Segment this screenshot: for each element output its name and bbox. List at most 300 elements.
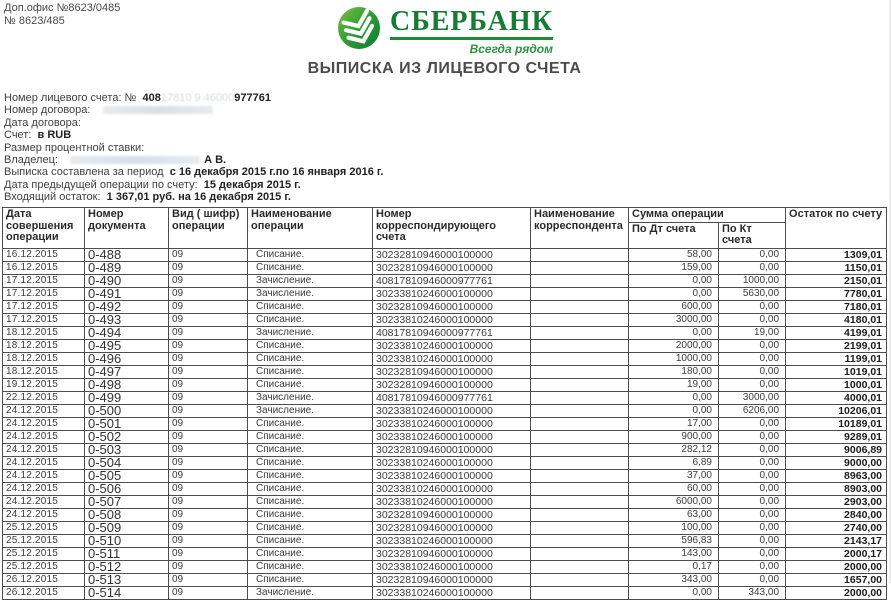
op-kind-code: 09 [169,326,248,339]
credit-amount: 0,00 [719,482,786,495]
corr-account: 30232810946000100000 [373,573,531,586]
op-date: 17.12.2015 [3,287,85,300]
doc-number: 0-492 [85,300,169,313]
op-kind-code: 09 [169,261,248,274]
op-kind-code: 09 [169,339,248,352]
info-label: Входящий остаток: [4,191,107,204]
info-line-2 [4,117,383,129]
balance-amount: 2840,00 [786,508,887,521]
table-row [3,378,887,391]
credit-amount: 0,00 [719,495,786,508]
col-header-corr-acct: Номер корреспондирующего счета [373,208,531,249]
corr-account: 40817810946000977761 [373,274,531,287]
corr-account: 30232810946000100000 [373,443,531,456]
credit-amount: 0,00 [719,521,786,534]
balance-amount: 2143,17 [786,534,887,547]
op-name: Списание. [248,508,373,521]
credit-amount: 0,00 [719,430,786,443]
doc-number: 0-501 [85,417,169,430]
op-kind-code: 09 [169,521,248,534]
op-name: Списание. [248,482,373,495]
op-kind-code: 09 [169,586,248,599]
table-row [3,586,887,599]
doc-number: 0-493 [85,313,169,326]
doc-number: 0-507 [85,495,169,508]
corr-name [531,508,629,521]
statement-table-header [3,208,887,249]
op-date: 24.12.2015 [3,417,85,430]
op-date: 26.12.2015 [3,586,85,599]
debit-amount: 0,17 [629,560,719,573]
info-label: Номер лицевого счета: № [4,92,143,104]
op-name: Зачисление. [248,274,373,287]
op-date: 24.12.2015 [3,508,85,521]
table-row [3,534,887,547]
debit-amount: 6,89 [629,456,719,469]
corr-account: 30233810246000100000 [373,469,531,482]
op-date: 25.12.2015 [3,534,85,547]
balance-amount: 2199,01 [786,339,887,352]
debit-amount: 143,00 [629,547,719,560]
corr-name [531,469,629,482]
doc-number: 0-514 [85,586,169,599]
credit-amount: 0,00 [719,417,786,430]
op-kind-code: 09 [169,313,248,326]
doc-number: 0-500 [85,404,169,417]
table-row [3,339,887,352]
op-kind-code: 09 [169,547,248,560]
corr-name [531,443,629,456]
debit-amount: 0,00 [629,274,719,287]
op-date: 24.12.2015 [3,443,85,456]
doc-number: 0-509 [85,521,169,534]
op-kind-code: 09 [169,482,248,495]
debit-amount: 17,00 [629,417,719,430]
table-row [3,482,887,495]
corr-name [531,326,629,339]
corr-name [531,534,629,547]
debit-amount: 0,00 [629,391,719,404]
table-row [3,430,887,443]
corr-account: 30232810946000100000 [373,365,531,378]
corr-name [531,287,629,300]
corr-account: 30233810246000100000 [373,430,531,443]
info-value: 1 367,01 руб. на 16 декабря 2015 г. [106,191,291,204]
op-name: Списание. [248,313,373,326]
corr-name [531,404,629,417]
corr-name [531,248,629,261]
op-name: Списание. [248,495,373,508]
balance-amount: 1150,01 [786,261,887,274]
balance-amount: 4199,01 [786,326,887,339]
credit-amount: 1000,00 [719,274,786,287]
credit-amount: 0,00 [719,248,786,261]
balance-amount: 2903,00 [786,495,887,508]
doc-number: 0-511 [85,547,169,560]
op-date: 16.12.2015 [3,261,85,274]
balance-amount: 2150,01 [786,274,887,287]
branch-number-line: № 8623/485 [4,15,65,27]
table-row [3,495,887,508]
doc-number: 0-499 [85,391,169,404]
col-header-amount-group: Сумма операции [629,208,786,223]
statement-table-body [3,248,887,599]
branch-office-line: Доп.офис №8623/0485 [4,2,121,14]
op-name: Зачисление. [248,586,373,599]
debit-amount: 1000,00 [629,352,719,365]
corr-name [531,586,629,599]
balance-amount: 9006,89 [786,443,887,456]
debit-amount: 58,00 [629,248,719,261]
doc-number: 0-488 [85,248,169,261]
op-date: 17.12.2015 [3,313,85,326]
balance-amount: 7780,01 [786,287,887,300]
col-header-kind: Вид ( шифр) операции [169,208,248,249]
col-header-credit: По Кт счета [719,222,786,248]
corr-account: 30233810246000100000 [373,313,531,326]
doc-number: 0-496 [85,352,169,365]
credit-amount: 0,00 [719,573,786,586]
doc-number: 0-504 [85,456,169,469]
op-date: 24.12.2015 [3,469,85,482]
balance-amount: 1199,01 [786,352,887,365]
table-row [3,326,887,339]
op-kind-code: 09 [169,391,248,404]
table-row [3,274,887,287]
corr-account: 30232810946000100000 [373,508,531,521]
info-line-3 [4,129,383,141]
op-date: 19.12.2015 [3,378,85,391]
info-label: Выписка составлена за период [4,166,170,179]
corr-account: 30232810946000100000 [373,261,531,274]
debit-amount: 3000,00 [629,313,719,326]
op-kind-code: 09 [169,534,248,547]
table-row [3,521,887,534]
op-name: Зачисление. [248,404,373,417]
debit-amount: 282,12 [629,443,719,456]
credit-amount: 6206,00 [719,404,786,417]
info-value: 15 декабря 2015 г. [203,178,301,191]
col-header-date: Дата совершения операции [3,208,85,249]
debit-amount: 180,00 [629,365,719,378]
op-kind-code: 09 [169,378,248,391]
op-date: 18.12.2015 [3,352,85,365]
account-number-visible-suffix: 977761 [234,92,271,104]
credit-amount: 0,00 [719,456,786,469]
corr-name [531,482,629,495]
doc-number: 0-490 [85,274,169,287]
doc-number: 0-498 [85,378,169,391]
corr-name [531,261,629,274]
corr-account: 40817810946000977761 [373,391,531,404]
table-row [3,261,887,274]
doc-number: 0-489 [85,261,169,274]
doc-number: 0-512 [85,560,169,573]
doc-number: 0-494 [85,326,169,339]
op-date: 25.12.2015 [3,521,85,534]
balance-amount: 8903,00 [786,482,887,495]
account-number-visible-prefix: 408 [142,92,161,104]
op-date: 18.12.2015 [3,339,85,352]
debit-amount: 2000,00 [629,339,719,352]
corr-name [531,313,629,326]
table-row [3,365,887,378]
credit-amount: 0,00 [719,534,786,547]
corr-account: 30233810246000100000 [373,534,531,547]
op-date: 24.12.2015 [3,482,85,495]
doc-number: 0-495 [85,339,169,352]
corr-name [531,560,629,573]
op-name: Списание. [248,339,373,352]
info-value: с 16 декабря 2015 г.по 16 января 2016 г. [169,166,384,179]
op-date: 17.12.2015 [3,300,85,313]
corr-name [531,300,629,313]
op-date: 25.12.2015 [3,547,85,560]
corr-account: 30233810246000100000 [373,404,531,417]
debit-amount: 343,00 [629,573,719,586]
balance-amount: 2000,00 [786,560,887,573]
op-kind-code: 09 [169,287,248,300]
op-name: Списание. [248,430,373,443]
table-row [3,469,887,482]
info-label: Счет: [4,129,38,142]
op-date: 24.12.2015 [3,404,85,417]
corr-account: 30233810246000100000 [373,495,531,508]
col-header-corr-name: Наименование корреспондента [531,208,629,249]
corr-name [531,274,629,287]
op-kind-code: 09 [169,495,248,508]
balance-amount: 4000,01 [786,391,887,404]
debit-amount: 63,00 [629,508,719,521]
op-date: 24.12.2015 [3,456,85,469]
op-name: Зачисление. [248,391,373,404]
doc-number: 0-491 [85,287,169,300]
op-kind-code: 09 [169,365,248,378]
info-line-0 [4,92,383,104]
table-row [3,573,887,586]
corr-account: 30232810946000100000 [373,300,531,313]
op-kind-code: 09 [169,508,248,521]
doc-number: 0-497 [85,365,169,378]
op-date: 16.12.2015 [3,248,85,261]
credit-amount: 19,00 [719,326,786,339]
op-date: 18.12.2015 [3,326,85,339]
sberbank-chevron-circle-icon [336,4,382,50]
corr-name [531,430,629,443]
credit-amount: 0,00 [719,313,786,326]
corr-account: 30233810246000100000 [373,586,531,599]
op-name: Списание. [248,365,373,378]
op-kind-code: 09 [169,274,248,287]
balance-amount: 1019,01 [786,365,887,378]
op-name: Списание. [248,378,373,391]
corr-name [531,456,629,469]
op-name: Списание. [248,573,373,586]
credit-amount: 3000,00 [719,391,786,404]
balance-amount: 2000,00 [786,586,887,599]
debit-amount: 596,83 [629,534,719,547]
info-label: Владелец: [4,154,65,167]
debit-amount: 19,00 [629,378,719,391]
corr-account: 30232810946000100000 [373,547,531,560]
op-name: Списание. [248,547,373,560]
table-row [3,300,887,313]
balance-amount: 1309,01 [786,248,887,261]
corr-account: 30232810946000100000 [373,521,531,534]
op-kind-code: 09 [169,430,248,443]
corr-account: 30233810246000100000 [373,417,531,430]
op-kind-code: 09 [169,469,248,482]
balance-amount: 4180,01 [786,313,887,326]
corr-account: 40817810946000977761 [373,326,531,339]
credit-amount: 0,00 [719,443,786,456]
table-row [3,456,887,469]
op-kind-code: 09 [169,300,248,313]
balance-amount: 1657,00 [786,573,887,586]
debit-amount: 159,00 [629,261,719,274]
op-date: 24.12.2015 [3,495,85,508]
balance-amount: 2740,00 [786,521,887,534]
credit-amount: 0,00 [719,339,786,352]
credit-amount: 0,00 [719,378,786,391]
info-label: Размер процентной ставки: [4,141,148,154]
corr-account: 30233810246000100000 [373,352,531,365]
info-line-4 [4,142,383,154]
corr-name [531,339,629,352]
credit-amount: 0,00 [719,508,786,521]
table-row [3,560,887,573]
doc-number: 0-503 [85,443,169,456]
debit-amount: 600,00 [629,300,719,313]
table-row [3,287,887,300]
corr-name [531,378,629,391]
balance-amount: 1000,01 [786,378,887,391]
op-kind-code: 09 [169,404,248,417]
corr-account: 30232810946000100000 [373,378,531,391]
op-name: Списание. [248,521,373,534]
table-row [3,313,887,326]
sberbank-tagline: Всегда рядом [469,42,553,56]
balance-amount: 2000,17 [786,547,887,560]
debit-amount: 0,00 [629,287,719,300]
op-name: Зачисление. [248,326,373,339]
info-label: Дата предыдущей операции по счету: [4,178,204,191]
account-number-masked-part: 17810 9 46000 [160,92,235,104]
op-kind-code: 09 [169,352,248,365]
corr-account: 30233810246000100000 [373,339,531,352]
table-row [3,352,887,365]
info-line-7 [4,179,383,191]
op-name: Списание. [248,248,373,261]
credit-amount: 0,00 [719,365,786,378]
balance-amount: 10189,01 [786,417,887,430]
credit-amount: 5630,00 [719,287,786,300]
credit-amount: 0,00 [719,352,786,365]
doc-number: 0-508 [85,508,169,521]
op-name: Списание. [248,300,373,313]
credit-amount: 343,00 [719,586,786,599]
col-header-debit: По Дт счета [629,222,719,248]
debit-amount: 0,00 [629,586,719,599]
debit-amount: 60,00 [629,482,719,495]
table-row [3,417,887,430]
op-kind-code: 09 [169,573,248,586]
info-value: А В. [204,154,227,167]
corr-account: 30233810246000100000 [373,456,531,469]
credit-amount: 0,00 [719,547,786,560]
op-date: 18.12.2015 [3,365,85,378]
op-kind-code: 09 [169,456,248,469]
corr-name [531,365,629,378]
corr-name [531,547,629,560]
redacted-value [103,106,213,114]
op-date: 25.12.2015 [3,560,85,573]
credit-amount: 0,00 [719,560,786,573]
balance-amount: 8963,00 [786,469,887,482]
table-row [3,404,887,417]
debit-amount: 900,00 [629,430,719,443]
info-line-5 [4,154,383,166]
credit-amount: 0,00 [719,300,786,313]
debit-amount: 100,00 [629,521,719,534]
col-header-op-name: Наименование операции [248,208,373,249]
doc-number: 0-502 [85,430,169,443]
op-name: Списание. [248,560,373,573]
debit-amount: 0,00 [629,404,719,417]
info-label: Номер договора: [4,104,97,117]
table-row [3,443,887,456]
corr-name [531,521,629,534]
doc-number: 0-513 [85,573,169,586]
statement-table [2,207,887,600]
info-line-1 [4,104,383,116]
debit-amount: 0,00 [629,326,719,339]
balance-amount: 10206,01 [786,404,887,417]
table-row [3,508,887,521]
corr-account: 30233810246000100000 [373,560,531,573]
debit-amount: 6000,00 [629,495,719,508]
redacted-value [70,156,200,164]
corr-name [531,352,629,365]
info-line-8 [4,191,383,203]
corr-name [531,495,629,508]
op-name: Списание. [248,469,373,482]
table-row [3,248,887,261]
op-kind-code: 09 [169,560,248,573]
balance-amount: 9289,01 [786,430,887,443]
op-name: Списание. [248,443,373,456]
page-title: ВЫПИСКА ИЗ ЛИЦЕВОГО СЧЕТА [307,60,582,77]
op-name: Списание. [248,417,373,430]
corr-name [531,391,629,404]
op-name: Списание. [248,352,373,365]
op-name: Списание. [248,534,373,547]
credit-amount: 0,00 [719,469,786,482]
col-header-doc: Номер документа [85,208,169,249]
op-name: Зачисление. [248,287,373,300]
info-label: Дата договора: [4,116,85,129]
info-value: в RUB [37,129,72,142]
op-date: 22.12.2015 [3,391,85,404]
debit-amount: 37,00 [629,469,719,482]
doc-number: 0-505 [85,469,169,482]
op-kind-code: 09 [169,417,248,430]
credit-amount: 0,00 [719,261,786,274]
balance-amount: 7180,01 [786,300,887,313]
op-name: Списание. [248,456,373,469]
table-row [3,547,887,560]
doc-number: 0-510 [85,534,169,547]
